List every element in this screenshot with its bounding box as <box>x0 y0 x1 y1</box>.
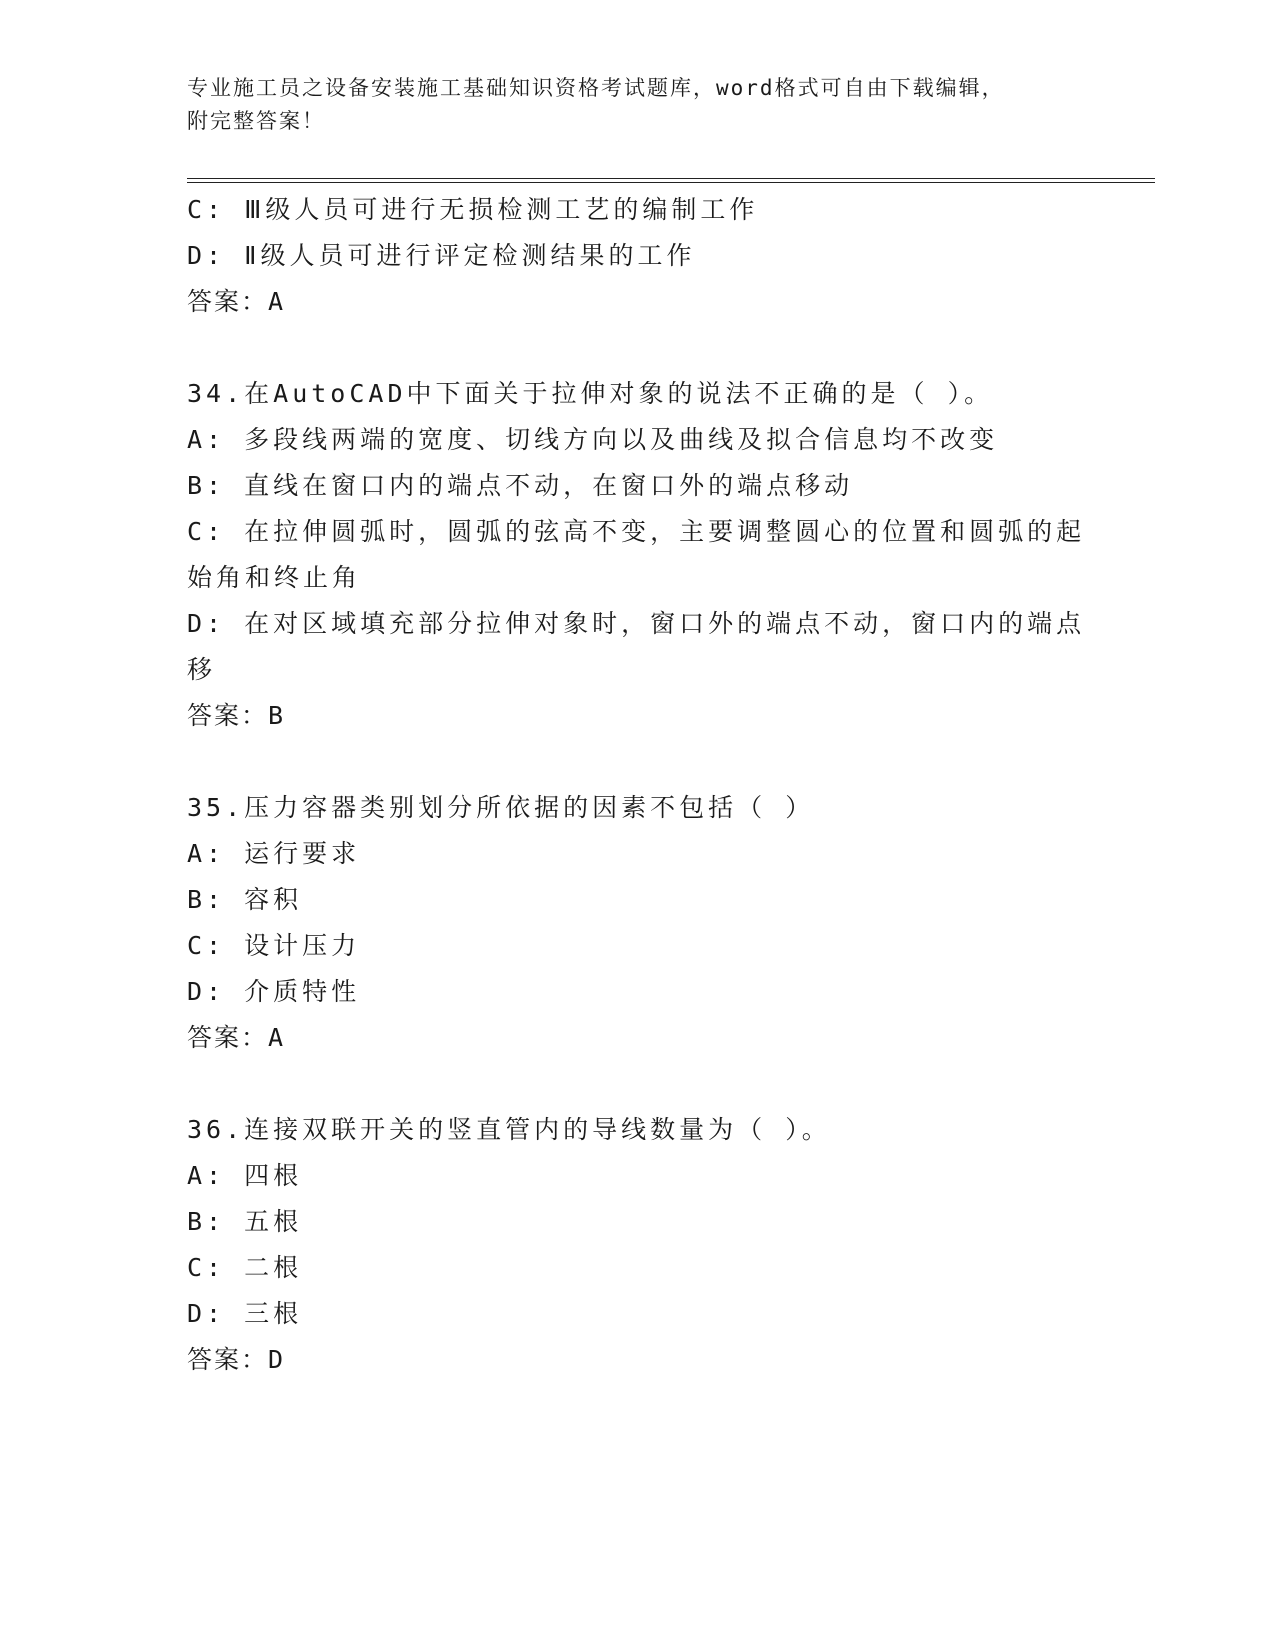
spacer <box>187 739 1087 785</box>
q36-question: 36.连接双联开关的竖直管内的导线数量为（ ）。 <box>187 1115 831 1144</box>
document-header <box>187 72 1087 138</box>
q34-option-c-line2: 始角和终止角 <box>187 563 362 592</box>
question-33-block <box>187 187 1087 325</box>
question-35-block <box>187 785 1087 1061</box>
q35-option-a: A: 运行要求 <box>187 839 361 868</box>
q35-option-b: B: 容积 <box>187 885 303 914</box>
header-line-2: 附完整答案！ <box>187 109 325 133</box>
q34-question: 34.在AutoCAD中下面关于拉伸对象的说法不正确的是（ ）。 <box>187 379 994 408</box>
q35-question: 35.压力容器类别划分所依据的因素不包括（ ） <box>187 793 815 822</box>
q33-option-d: D: Ⅱ级人员可进行评定检测结果的工作 <box>187 241 696 270</box>
q35-option-c: C: 设计压力 <box>187 931 361 960</box>
question-36-block <box>187 1107 1087 1383</box>
header-line-1: 专业施工员之设备安装施工基础知识资格考试题库，word格式可自由下载编辑， <box>187 76 1005 100</box>
q33-answer: 答案：A <box>187 287 286 316</box>
q36-option-d: D: 三根 <box>187 1299 303 1328</box>
q36-option-a: A: 四根 <box>187 1161 303 1190</box>
q34-option-b: B: 直线在窗口内的端点不动，在窗口外的端点移动 <box>187 471 854 500</box>
q34-answer: 答案：B <box>187 701 286 730</box>
q36-answer: 答案：D <box>187 1345 286 1374</box>
q34-option-a: A: 多段线两端的宽度、切线方向以及曲线及拟合信息均不改变 <box>187 425 999 454</box>
spacer <box>187 325 1087 371</box>
q34-option-d-line1: D: 在对区域填充部分拉伸对象时，窗口外的端点不动，窗口内的端点 <box>187 609 1086 638</box>
q35-answer: 答案：A <box>187 1023 286 1052</box>
q36-option-b: B: 五根 <box>187 1207 303 1236</box>
spacer <box>187 1061 1087 1107</box>
document-body <box>187 187 1087 1383</box>
q33-option-c: C: Ⅲ级人员可进行无损检测工艺的编制工作 <box>187 195 759 224</box>
question-34-block <box>187 371 1087 739</box>
q36-option-c: C: 二根 <box>187 1253 303 1282</box>
q34-option-d-line2: 移 <box>187 655 217 684</box>
header-divider <box>187 178 1155 183</box>
q34-option-c-line1: C: 在拉伸圆弧时，圆弧的弦高不变，主要调整圆心的位置和圆弧的起 <box>187 517 1086 546</box>
q35-option-d: D: 介质特性 <box>187 977 361 1006</box>
